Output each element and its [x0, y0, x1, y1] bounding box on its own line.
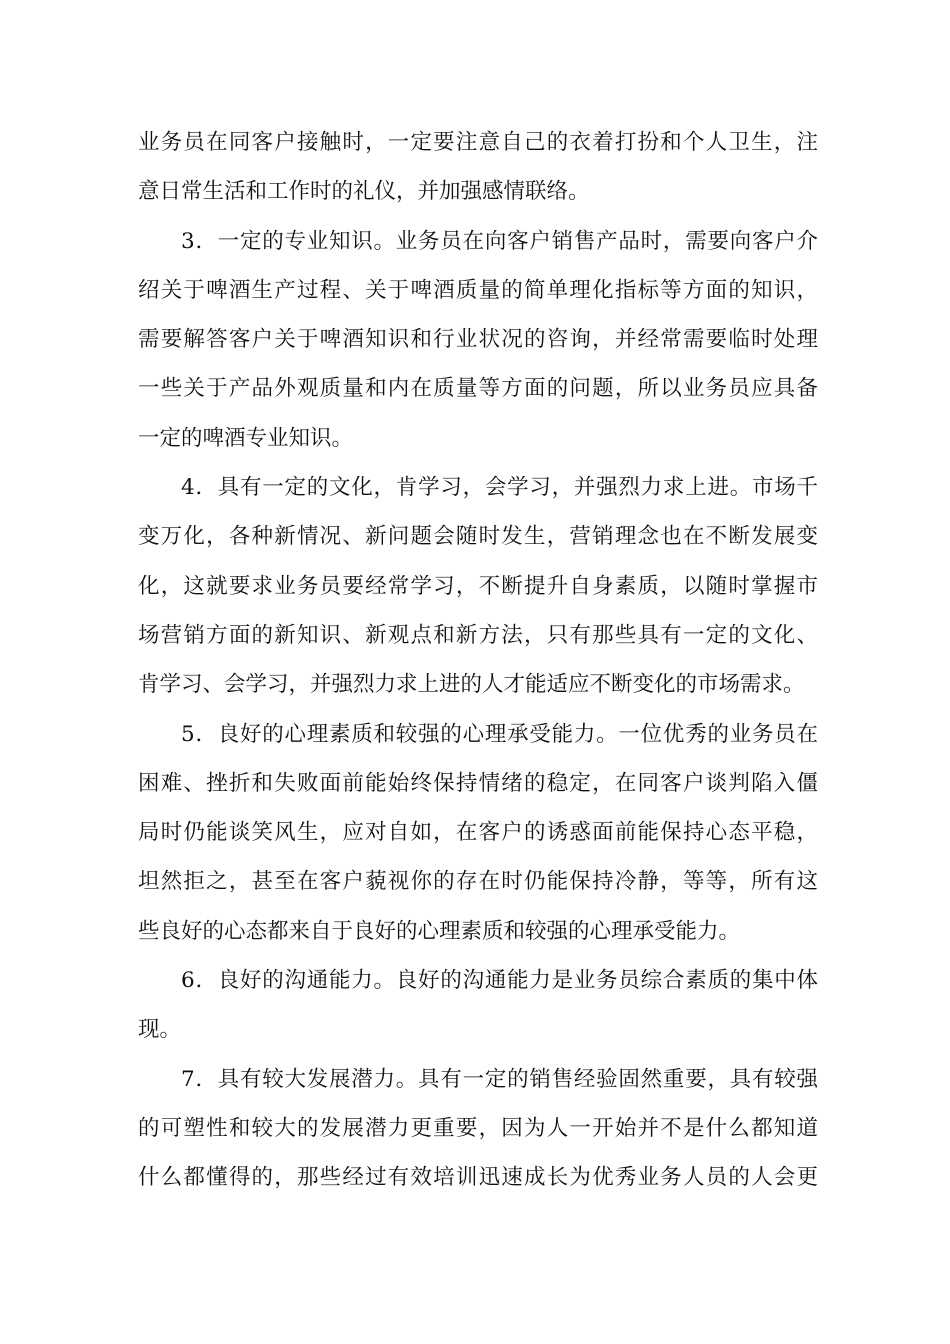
paragraph-item-4 [138, 463, 818, 709]
text-line: 一定的啤酒专业知识。 [138, 425, 354, 451]
text-line: 坦然拒之，甚至在客户藐视你的存在时仍能保持冷静，等等，所有这 [138, 869, 818, 895]
text-line: 6．良好的沟通能力。良好的沟通能力是业务员综合素质的集中体 [181, 968, 818, 994]
text-line: 变万化，各种新情况、新问题会随时发生，营销理念也在不断发展变 [138, 524, 818, 550]
paragraph-item-5 [138, 710, 818, 956]
paragraph-item-7 [138, 1055, 818, 1203]
text-line: 困难、挫折和失败面前能始终保持情绪的稳定，在同客户谈判陷入僵 [138, 770, 818, 796]
text-line: 场营销方面的新知识、新观点和新方法，只有那些具有一定的文化、 [138, 622, 818, 648]
text-line: 意日常生活和工作时的礼仪，并加强感情联络。 [138, 179, 590, 205]
text-line: 绍关于啤酒生产过程、关于啤酒质量的简单理化指标等方面的知识， [138, 277, 818, 303]
text-line: 需要解答客户关于啤酒知识和行业状况的咨询，并经常需要临时处理 [138, 327, 818, 353]
text-line: 局时仍能谈笑风生，应对自如，在客户的诱惑面前能保持心态平稳， [138, 820, 818, 846]
text-line: 4．具有一定的文化，肯学习，会学习，并强烈力求上进。市场千 [181, 475, 818, 501]
text-line: 的可塑性和较大的发展潜力更重要，因为人一开始并不是什么都知道 [138, 1115, 818, 1141]
text-line: 7．具有较大发展潜力。具有一定的销售经验固然重要，具有较强 [181, 1066, 818, 1092]
text-line: 5．良好的心理素质和较强的心理承受能力。一位优秀的业务员在 [181, 721, 818, 747]
paragraph-etiquette [138, 118, 818, 217]
paragraph-item-3 [138, 217, 818, 463]
text-line: 3．一定的专业知识。业务员在向客户销售产品时，需要向客户介 [181, 228, 818, 254]
text-line: 些良好的心态都来自于良好的心理素质和较强的心理承受能力。 [138, 918, 741, 944]
document-body [138, 118, 818, 1203]
text-line: 化，这就要求业务员要经常学习，不断提升自身素质，以随时掌握市 [138, 573, 818, 599]
text-line: 业务员在同客户接触时，一定要注意自己的衣着打扮和个人卫生，注 [138, 130, 818, 155]
text-line: 什么都懂得的，那些经过有效培训迅速成长为优秀业务人员的人会更 [138, 1165, 818, 1191]
text-line: 一些关于产品外观质量和内在质量等方面的问题，所以业务员应具备 [138, 376, 818, 402]
text-line: 肯学习、会学习，并强烈力求上进的人才能适应不断变化的市场需求。 [138, 672, 805, 698]
paragraph-item-6 [138, 956, 818, 1055]
text-line: 现。 [138, 1017, 182, 1043]
